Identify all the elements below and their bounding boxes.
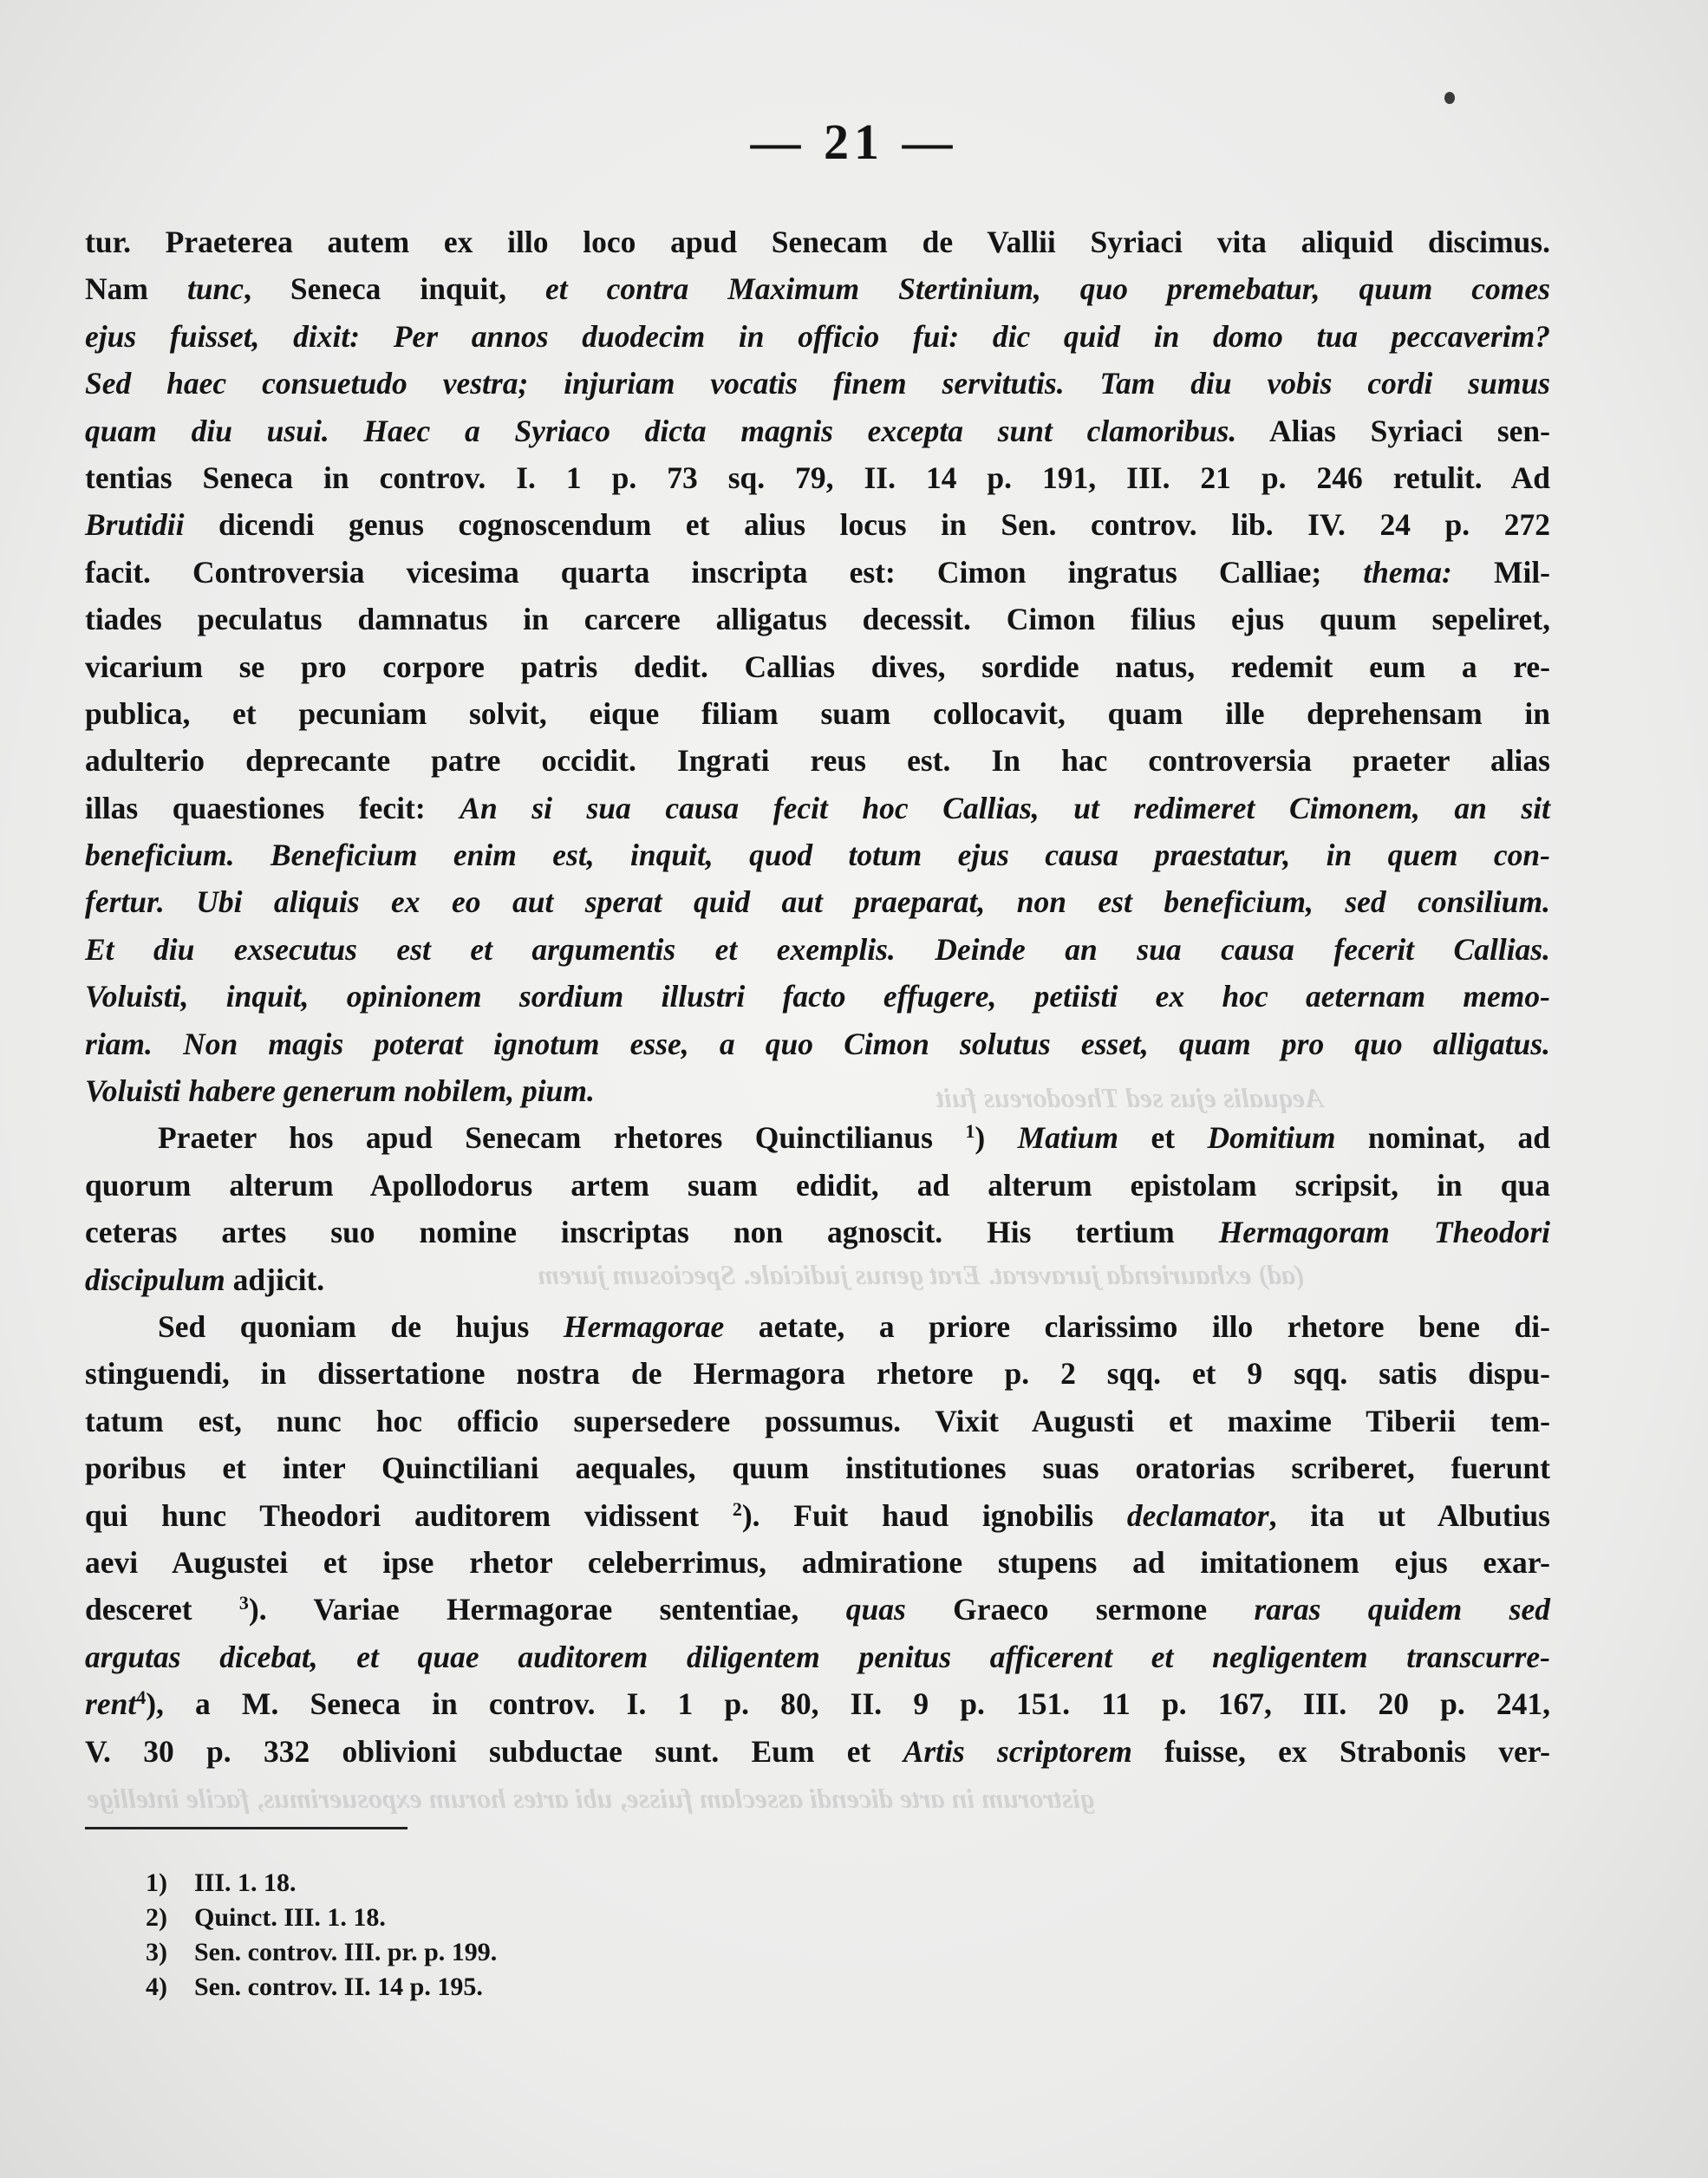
footnote-rule bbox=[85, 1827, 407, 1829]
text-run: ). Fuit haud ignobilis bbox=[741, 1497, 1127, 1533]
show-through-text: gistrorum in arte dicendi asseclam fuisse, ubi artes horum exposuerimus, facile intellige bbox=[87, 1783, 1094, 1814]
text-line bbox=[85, 408, 1550, 454]
text-run: stinguendi, in dissertatione nostra de Hermagora rhetore p. 2 sqq. et 9 sqq. satis dispu- bbox=[85, 1356, 1550, 1392]
text-line bbox=[85, 265, 1550, 312]
text-line bbox=[85, 360, 1550, 407]
body-text bbox=[85, 218, 1550, 1775]
text-line bbox=[85, 1634, 1550, 1680]
text-line bbox=[85, 1067, 1550, 1114]
text-line bbox=[85, 1680, 1550, 1727]
text-line bbox=[85, 1303, 1550, 1350]
text-line bbox=[85, 1398, 1550, 1444]
text-line bbox=[85, 596, 1550, 642]
text-run: V. 30 p. 332 oblivioni subductae sunt. Eum et bbox=[85, 1733, 903, 1769]
footnote-2: 2) Quinct. III. 1. 18. bbox=[146, 1903, 386, 1932]
text-line bbox=[85, 1350, 1550, 1397]
text-line bbox=[85, 643, 1550, 690]
italic-run: tunc bbox=[186, 271, 244, 307]
text-line bbox=[85, 785, 1550, 831]
text-line bbox=[85, 737, 1550, 784]
italic-run: Et diu exsecutus est et argumentis et exemplis. Deinde an sua causa fecerit Callias. bbox=[85, 931, 1550, 967]
italic-run: raras quidem sed bbox=[1254, 1592, 1550, 1627]
text-run: tatum est, nunc hoc officio supersedere possumus. Vixit Augusti et maxime Tiberii tem- bbox=[85, 1403, 1550, 1438]
text-run: facit. Controversia vicesima quarta inscripta est: Cimon ingratus Calliae; bbox=[85, 554, 1364, 590]
text-line bbox=[85, 1021, 1550, 1067]
text-line bbox=[85, 549, 1550, 596]
italic-run: Brutidii bbox=[85, 507, 185, 543]
footnote-3: 3) Sen. controv. III. pr. p. 199. bbox=[146, 1938, 498, 1966]
text-run: aetate, a priore clarissimo illo rhetore bene di- bbox=[724, 1308, 1550, 1344]
show-through-text: (ad) exhaurienda juraverat. Erat genus judiciale. Speciosum jurem bbox=[538, 1259, 1305, 1290]
italic-run: Domitium bbox=[1207, 1120, 1336, 1156]
footnote-ref: 2 bbox=[732, 1497, 742, 1520]
text-run: publica, et pecuniam solvit, eique filiam suam collocavit, quam ille deprehensam in bbox=[85, 695, 1550, 731]
text-run: vicarium se pro corpore patris dedit. Callias dives, sordide natus, redemit eum a re- bbox=[85, 649, 1550, 684]
text-run: Praeter hos apud Senecam rhetores Quinctilianus bbox=[158, 1120, 966, 1156]
text-line bbox=[85, 831, 1550, 878]
text-line bbox=[85, 878, 1550, 925]
footnotes bbox=[146, 1866, 497, 2005]
page-number: — 21 — bbox=[750, 114, 958, 170]
italic-run: et contra Maximum Stertinium, quo premebatur, quum comes bbox=[544, 271, 1550, 307]
text-line bbox=[85, 454, 1550, 501]
italic-run: fertur. Ubi aliquis ex eo aut sperat quid aut praeparat, non est beneficium, sed consilium. bbox=[85, 884, 1550, 920]
italic-run: Hermagorae bbox=[563, 1308, 725, 1344]
text-line bbox=[85, 1728, 1550, 1775]
text-line bbox=[85, 1492, 1550, 1539]
text-run: quorum alterum Apollodorus artem suam edidit, ad alterum epistolam scripsit, in qua bbox=[85, 1167, 1550, 1203]
italic-run: discipulum bbox=[85, 1262, 225, 1297]
text-line bbox=[85, 926, 1550, 973]
text-run: Mil- bbox=[1451, 554, 1550, 590]
italic-run: riam. Non magis poterat ignotum esse, a quo Cimon solutus esset, quam pro quo alligatus. bbox=[85, 1026, 1550, 1061]
italic-run: quas bbox=[845, 1592, 906, 1627]
text-run: dicendi genus cognoscendum et alius locus in Sen. controv. lib. IV. 24 p. 272 bbox=[184, 507, 1550, 543]
italic-run: Sed haec consuetudo vestra; injuriam vocatis finem servitutis. Tam diu vobis cordi sumus bbox=[85, 366, 1550, 401]
italic-run: declamator bbox=[1126, 1497, 1269, 1533]
text-run: nominat, ad bbox=[1335, 1120, 1550, 1156]
italic-run: thema: bbox=[1363, 554, 1452, 590]
italic-run: quam diu usui. Haec a Syriaco dicta magnis excepta sunt clamoribus. bbox=[85, 413, 1237, 448]
text-run: et bbox=[1118, 1120, 1208, 1156]
text-line bbox=[85, 1586, 1550, 1633]
italic-run: rent bbox=[85, 1686, 137, 1722]
footnote-4: 4) Sen. controv. II. 14 p. 195. bbox=[146, 1973, 483, 2001]
text-run: adulterio deprecante patre occidit. Ingrati reus est. In hac controversia praeter alias bbox=[85, 743, 1550, 779]
footnote-ref: 3 bbox=[238, 1592, 249, 1614]
text-line bbox=[85, 690, 1550, 737]
italic-run: Matium bbox=[1017, 1120, 1119, 1156]
text-run: ceteras artes suo nomine inscriptas non agnoscit. His tertium bbox=[85, 1215, 1219, 1250]
italic-run: Hermagoram Theodori bbox=[1218, 1215, 1550, 1250]
italic-run: Voluisti habere generum nobilem, pium. bbox=[85, 1073, 595, 1109]
footnote-ref: 1 bbox=[965, 1120, 975, 1143]
text-run: ). Variae Hermagorae sententiae, bbox=[248, 1592, 846, 1627]
text-run: qui hunc Theodori auditorem vidissent bbox=[85, 1497, 733, 1533]
footnote-ref: 4 bbox=[136, 1686, 147, 1709]
text-line bbox=[85, 1209, 1550, 1255]
text-run: , Seneca inquit, bbox=[244, 271, 545, 307]
italic-run: argutas dicebat, et quae auditorem diligentem penitus afficerent et negligentem transcurre- bbox=[85, 1639, 1550, 1674]
text-line bbox=[85, 1444, 1550, 1491]
text-run: Graeco sermone bbox=[905, 1592, 1255, 1627]
text-run: desceret bbox=[85, 1592, 239, 1627]
text-run: illas quaestiones fecit: bbox=[85, 790, 460, 825]
text-line bbox=[85, 218, 1550, 265]
italic-run: Artis scriptorem bbox=[903, 1733, 1132, 1769]
text-run: Sed quoniam de hujus bbox=[158, 1308, 564, 1344]
footnote-1: 1) III. 1. 18. bbox=[146, 1868, 297, 1897]
text-line bbox=[85, 973, 1550, 1020]
text-run: Nam bbox=[85, 271, 187, 307]
ink-speck bbox=[1444, 92, 1455, 104]
italic-run: beneficium. Beneficium enim est, inquit, quod totum ejus causa praestatur, in quem con- bbox=[85, 838, 1550, 873]
text-run: tiades peculatus damnatus in carcere alligatus decessit. Cimon filius ejus quum sepeliret, bbox=[85, 602, 1550, 637]
text-line bbox=[85, 313, 1550, 360]
show-through-text: Aequalis ejus sed Theodoreus fuit bbox=[936, 1082, 1324, 1113]
italic-run: ejus fuisset, dixit: Per annos duodecim in officio fui: dic quid in domo tua peccaverim? bbox=[85, 318, 1550, 354]
text-run: ), a M. Seneca in controv. I. 1 p. 80, II. 9 p. 151. 11 p. 167, III. 20 p. 241, bbox=[146, 1686, 1550, 1722]
text-run: fuisse, ex Strabonis ver- bbox=[1131, 1733, 1550, 1769]
text-line bbox=[85, 1114, 1550, 1161]
text-run: ) bbox=[975, 1120, 1018, 1156]
text-run: tur. Praeterea autem ex illo loco apud Senecam de Vallii Syriaci vita aliquid discimus. bbox=[85, 225, 1550, 259]
text-line bbox=[85, 1539, 1550, 1586]
text-line bbox=[85, 501, 1550, 548]
italic-run: Voluisti, inquit, opinionem sordium illustri facto effugere, petiisti ex hoc aeternam memo- bbox=[85, 979, 1550, 1014]
text-line bbox=[85, 1162, 1550, 1209]
text-run: Alias Syriaci sen- bbox=[1236, 413, 1550, 448]
text-run: poribus et inter Quinctiliani aequales, quum institutiones suas oratorias scriberet, fuerunt bbox=[85, 1451, 1550, 1486]
text-run: tentias Seneca in controv. I. 1 p. 73 sq. 79, II. 14 p. 191, III. 21 p. 246 retulit. Ad bbox=[85, 460, 1550, 495]
italic-run: An si sua causa fecit hoc Callias, ut redimeret Cimonem, an sit bbox=[460, 790, 1551, 825]
text-run: adjicit. bbox=[225, 1262, 325, 1297]
text-run: aevi Augustei et ipse rhetor celeberrimus, admiratione stupens ad imitationem ejus exar- bbox=[85, 1544, 1550, 1580]
text-run: , ita ut Albutius bbox=[1268, 1497, 1550, 1533]
